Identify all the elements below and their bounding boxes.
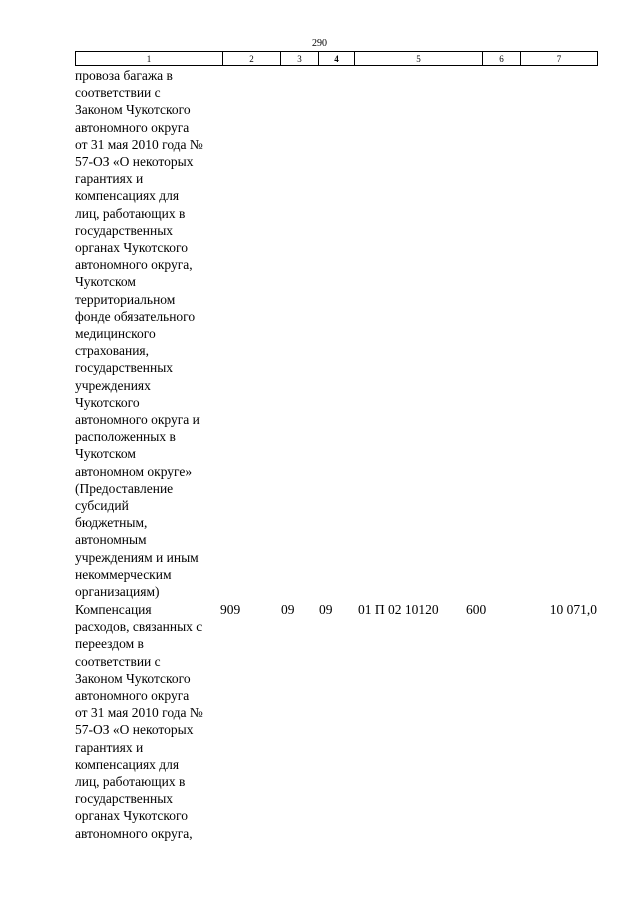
column-header-1: 1 — [76, 52, 223, 66]
text-line: учреждениям и иным — [75, 549, 199, 565]
text-line: автономного округа и — [75, 412, 200, 428]
text-line: территориальном — [75, 291, 176, 307]
text-line: Компенсация — [75, 602, 152, 617]
text-line: органах Чукотского — [75, 240, 188, 256]
text-line: (Предоставление — [75, 480, 174, 496]
text-line: некоммерческим — [75, 566, 172, 582]
text-line: от 31 мая 2010 года № — [75, 136, 203, 152]
text-line: от 31 мая 2010 года № — [75, 705, 203, 721]
text-line: Законом Чукотского — [75, 102, 191, 118]
column-header-5: 5 — [355, 52, 483, 66]
expense-type-code: 600 — [466, 602, 487, 617]
text-line: организациям) — [75, 584, 160, 600]
row-item-name — [75, 601, 225, 842]
continued-item-text — [75, 67, 225, 600]
amount-value: 10 071,0 — [549, 602, 597, 617]
text-line: автономного округа, — [75, 825, 193, 841]
text-line: расходов, связанных с — [75, 619, 203, 635]
text-line: автономного округа, — [75, 257, 193, 273]
target-article-code: 01 П 02 10120 — [358, 602, 439, 617]
column-header-4: 4 — [319, 52, 355, 66]
text-line: государственных — [75, 791, 174, 807]
text-line: переездом в — [75, 636, 144, 652]
text-line: 57-ОЗ «О некоторых — [75, 722, 194, 738]
text-line: автономного округа — [75, 119, 190, 135]
column-header-row — [75, 51, 598, 66]
text-line: Чукотского — [75, 394, 140, 410]
text-line: расположенных в — [75, 429, 176, 445]
text-line: страхования, — [75, 343, 150, 359]
text-line: провоза багажа в — [75, 68, 173, 83]
text-line: гарантиях и — [75, 171, 144, 187]
text-line: фонде обязательного — [75, 308, 196, 324]
text-line: медицинского — [75, 326, 156, 342]
text-line: автономном округе» — [75, 463, 193, 479]
text-line: компенсациях для — [75, 188, 180, 204]
text-line: Чукотском — [75, 274, 136, 290]
text-line: Законом Чукотского — [75, 670, 191, 686]
text-line: учреждениях — [75, 377, 151, 393]
column-header-2: 2 — [223, 52, 281, 66]
page-number: 290 — [312, 38, 327, 49]
column-header-3: 3 — [281, 52, 319, 66]
column-header-7: 7 — [521, 52, 598, 66]
text-line: автономным — [75, 532, 147, 548]
text-line: 57-ОЗ «О некоторых — [75, 154, 194, 170]
text-line: лиц, работающих в — [75, 774, 186, 790]
section-code: 09 — [281, 602, 295, 617]
text-line: государственных — [75, 360, 174, 376]
column-header-6: 6 — [483, 52, 521, 66]
text-line: государственных — [75, 222, 174, 238]
text-line: Чукотском — [75, 446, 136, 462]
text-line: соответствии с — [75, 653, 161, 669]
text-line: гарантиях и — [75, 739, 144, 755]
text-line: субсидий — [75, 498, 129, 514]
text-line: автономного округа — [75, 688, 190, 704]
text-line: органах Чукотского — [75, 808, 188, 824]
text-line: соответствии с — [75, 85, 161, 101]
text-line: компенсациях для — [75, 756, 180, 772]
subsection-code: 09 — [319, 602, 333, 617]
text-line: лиц, работающих в — [75, 205, 186, 221]
ministry-code: 909 — [220, 602, 241, 617]
text-line: бюджетным, — [75, 515, 148, 531]
